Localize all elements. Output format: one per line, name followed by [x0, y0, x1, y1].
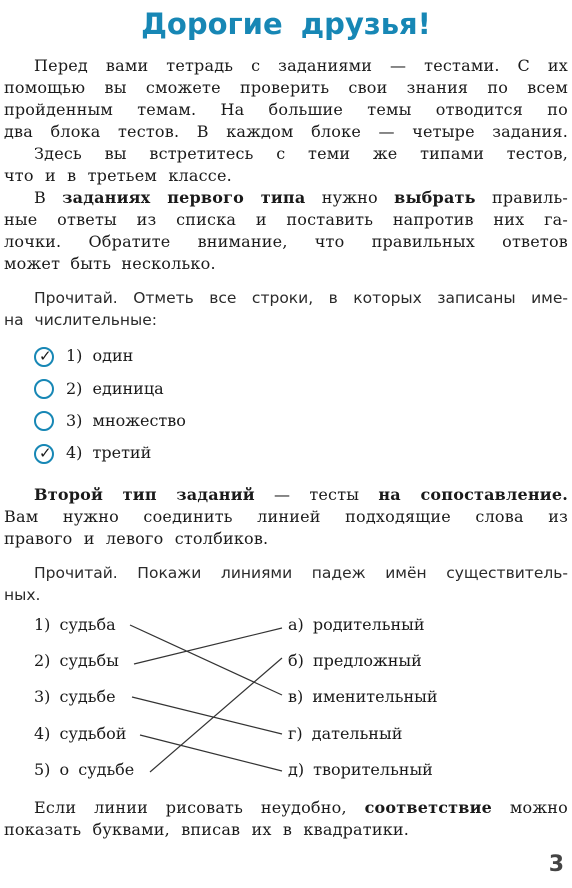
closing-line-2: показать буквами, вписав их в квадратики.	[4, 820, 410, 839]
left-item-1: 1) судьба	[34, 615, 116, 634]
option-4-label: 4) третий	[66, 443, 152, 462]
page-title: Дорогие друзья!	[141, 7, 431, 41]
second-type-bold-1: Второй тип заданий	[34, 485, 255, 504]
right-item-g: г) дательный	[288, 724, 403, 743]
intro-p3-text-b: нужно	[305, 188, 395, 207]
intro-p3-line-4: может быть несколько.	[4, 254, 216, 273]
left-item-3: 3) судьбе	[34, 687, 116, 706]
intro-p2-line-1: Здесь вы встретитесь с теми же типами тестов,	[34, 144, 568, 163]
connection-line-5-d	[140, 735, 282, 771]
checkmark-icon: ✓	[39, 444, 52, 462]
closing-line-1	[34, 798, 568, 817]
second-type-line-3: правого и левого столбиков.	[4, 529, 269, 548]
closing-text-b: можно	[492, 798, 568, 817]
example2-instruction-2: ных.	[4, 586, 41, 604]
option-3-label: 3) множество	[66, 411, 186, 430]
second-type-bold-2: на сопоставление.	[378, 485, 568, 504]
intro-p3-text-a: В	[34, 188, 63, 207]
intro-line-1: Перед вами тетрадь с заданиями — тестами. С их	[34, 56, 568, 75]
connection-line-4-b	[150, 658, 282, 772]
right-item-a: а) родительный	[288, 615, 425, 634]
left-item-2: 2) судьбы	[34, 651, 119, 670]
intro-p3-text-c: правиль-	[475, 188, 568, 207]
second-type-line-2: Вам нужно соединить линией подходящие слова из	[4, 507, 568, 526]
intro-line-3: пройденным темам. На большие темы отводится по	[4, 100, 568, 119]
example2-instruction-1: Прочитай. Покажи линиями падеж имён существитель-	[34, 564, 568, 582]
right-item-d: д) творительный	[288, 760, 433, 779]
page-number: 3	[548, 852, 564, 877]
closing-bold: соответствие	[364, 798, 493, 817]
intro-p3-bold-a: заданиях первого типа	[62, 188, 306, 207]
checkmark-icon: ✓	[39, 347, 52, 365]
intro-p2-line-2: что и в третьем классе.	[4, 166, 232, 185]
example1-instruction-1: Прочитай. Отметь все строки, в которых записаны име-	[34, 289, 568, 307]
option-2-label: 2) единица	[66, 379, 164, 398]
connection-line-2-a	[134, 628, 282, 664]
option-1-label: 1) один	[66, 346, 134, 365]
left-item-4: 4) судьбой	[34, 724, 127, 743]
example1-instruction-2: на числительные:	[4, 311, 158, 329]
intro-line-4: два блока тестов. В каждом блоке — четыре задания.	[4, 122, 568, 141]
right-item-v: в) именительный	[288, 687, 438, 706]
left-item-5: 5) о судьбе	[34, 760, 135, 779]
right-item-b: б) предложный	[288, 651, 422, 670]
connection-line-3-g	[132, 697, 282, 734]
intro-p3-bold-b: выбрать	[394, 188, 476, 207]
intro-p3-line-2: ные ответы из списка и поставить напротив них га-	[4, 210, 568, 229]
second-type-mid: — тесты	[254, 485, 379, 504]
intro-line-2: помощью вы сможете проверить свои знания по всем	[4, 78, 568, 97]
closing-text-a: Если линии рисовать неудобно,	[34, 798, 365, 817]
intro-p3-line-3: лочки. Обратите внимание, что правильных ответов	[4, 232, 568, 251]
